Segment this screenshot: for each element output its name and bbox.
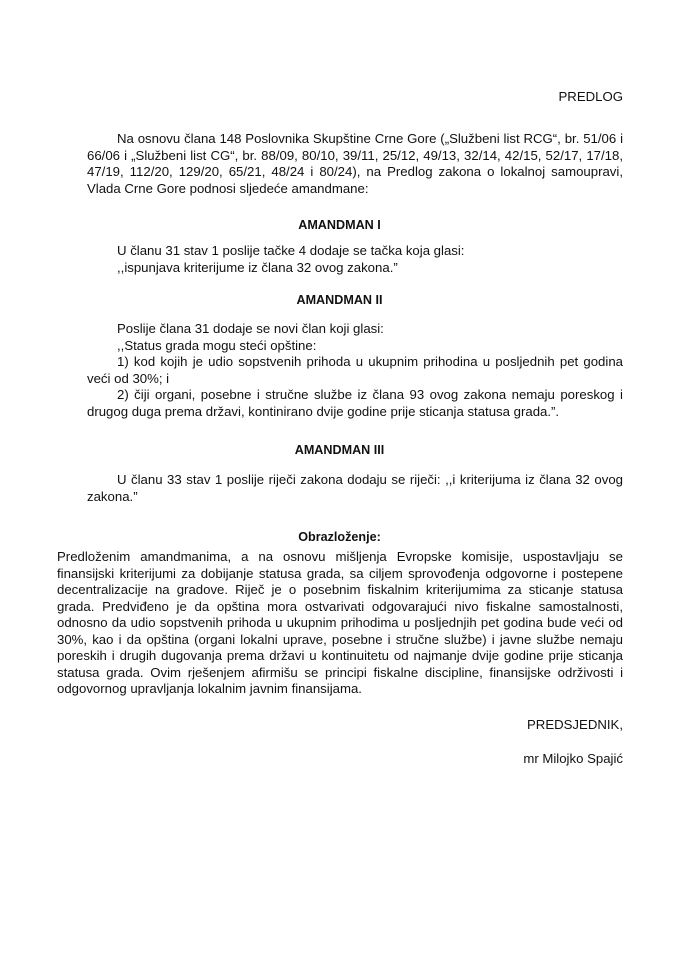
- explanation-title: Obrazloženje:: [298, 530, 381, 544]
- amendment-1-body: [87, 243, 623, 276]
- amendment-2-title: AMANDMAN II: [296, 293, 383, 307]
- explanation-paragraph: Predloženim amandmanima, a na osnovu mišljenja Evropske komisije, uspostavljaju se finansijski kriterijumi za dobijanje statusa grada, sa ciljem sprovođenja odgovorne i postepene decentralizacije na gradove. Riječ je o posebnim fiskalnim kriterijumima za sticanje statusa grada. Predviđeno je da opština mora ostvarivati odgovarajući nivo fiskalne samostalnosti, odnosno da udio sopstvenih prihoda u ukupnim prihodima u posljednjih pet godina bude veći od 30%, kao i da opština (organi lokalni uprave, posebne i stručne službe) i javne službe nemaju poreskih i drugih dugovanja prema državi u kontinuitetu od najmanje dvije godine prije sticanja statusa grada. Ovim rješenjem afirmišu se principi fiskalne discipline, finansijske održivosti i odgovornog upravljanja lokalnim javnim finansijama.: [57, 549, 623, 696]
- amendment-1-title: AMANDMAN I: [298, 218, 381, 232]
- amendment-2-line-1: Poslije člana 31 dodaje se novi član koji glasi:: [117, 321, 384, 336]
- amendment-2-line-2: ,,Status grada mogu steći opštine:: [117, 337, 317, 353]
- amendment-2-item-2: 2) čiji organi, posebne i stručne službe iz člana 93 ovog zakona nemaju poreskog i drugog duga prema državi, kontinirano dvije godine prije sticanja statusa grada.”.: [87, 387, 623, 419]
- amendment-1-line-2: ,,ispunjava kriterijume iz člana 32 ovog zakona.”: [117, 259, 398, 275]
- amendment-3-title: AMANDMAN III: [294, 443, 385, 457]
- signature-role: PREDSJEDNIK,: [527, 717, 623, 732]
- amendment-2-item-1: 1) kod kojih je udio sopstvenih prihoda u ukupnim prihodina u posljednih pet godina veći od 30%; i: [87, 354, 623, 386]
- signature-name: mr Milojko Spajić: [523, 751, 623, 766]
- amendment-1-line-1: U članu 31 stav 1 poslije tačke 4 dodaje se tačka koja glasi:: [117, 243, 465, 258]
- amendment-2-body: [87, 321, 623, 420]
- intro-paragraph: Na osnovu člana 148 Poslovnika Skupštine Crne Gore („Službeni list RCG“, br. 51/06 i 66/06 i „Službeni list CG“, br. 88/09, 80/10, 39/11, 25/12, 49/13, 32/14, 42/15, 52/17, 17/18, 47/19, 112/20, 129/20, 65/21, 48/24 i 80/24), na Predlog zakona o lokalnoj samoupravi, Vlada Crne Gore podnosi sljedeće amandmane:: [87, 131, 623, 196]
- amendment-3-body: U članu 33 stav 1 poslije riječi zakona dodaju se riječi: ,,i kriterijuma iz člana 32 ovog zakona.”: [87, 472, 623, 504]
- document-label: PREDLOG: [558, 89, 623, 104]
